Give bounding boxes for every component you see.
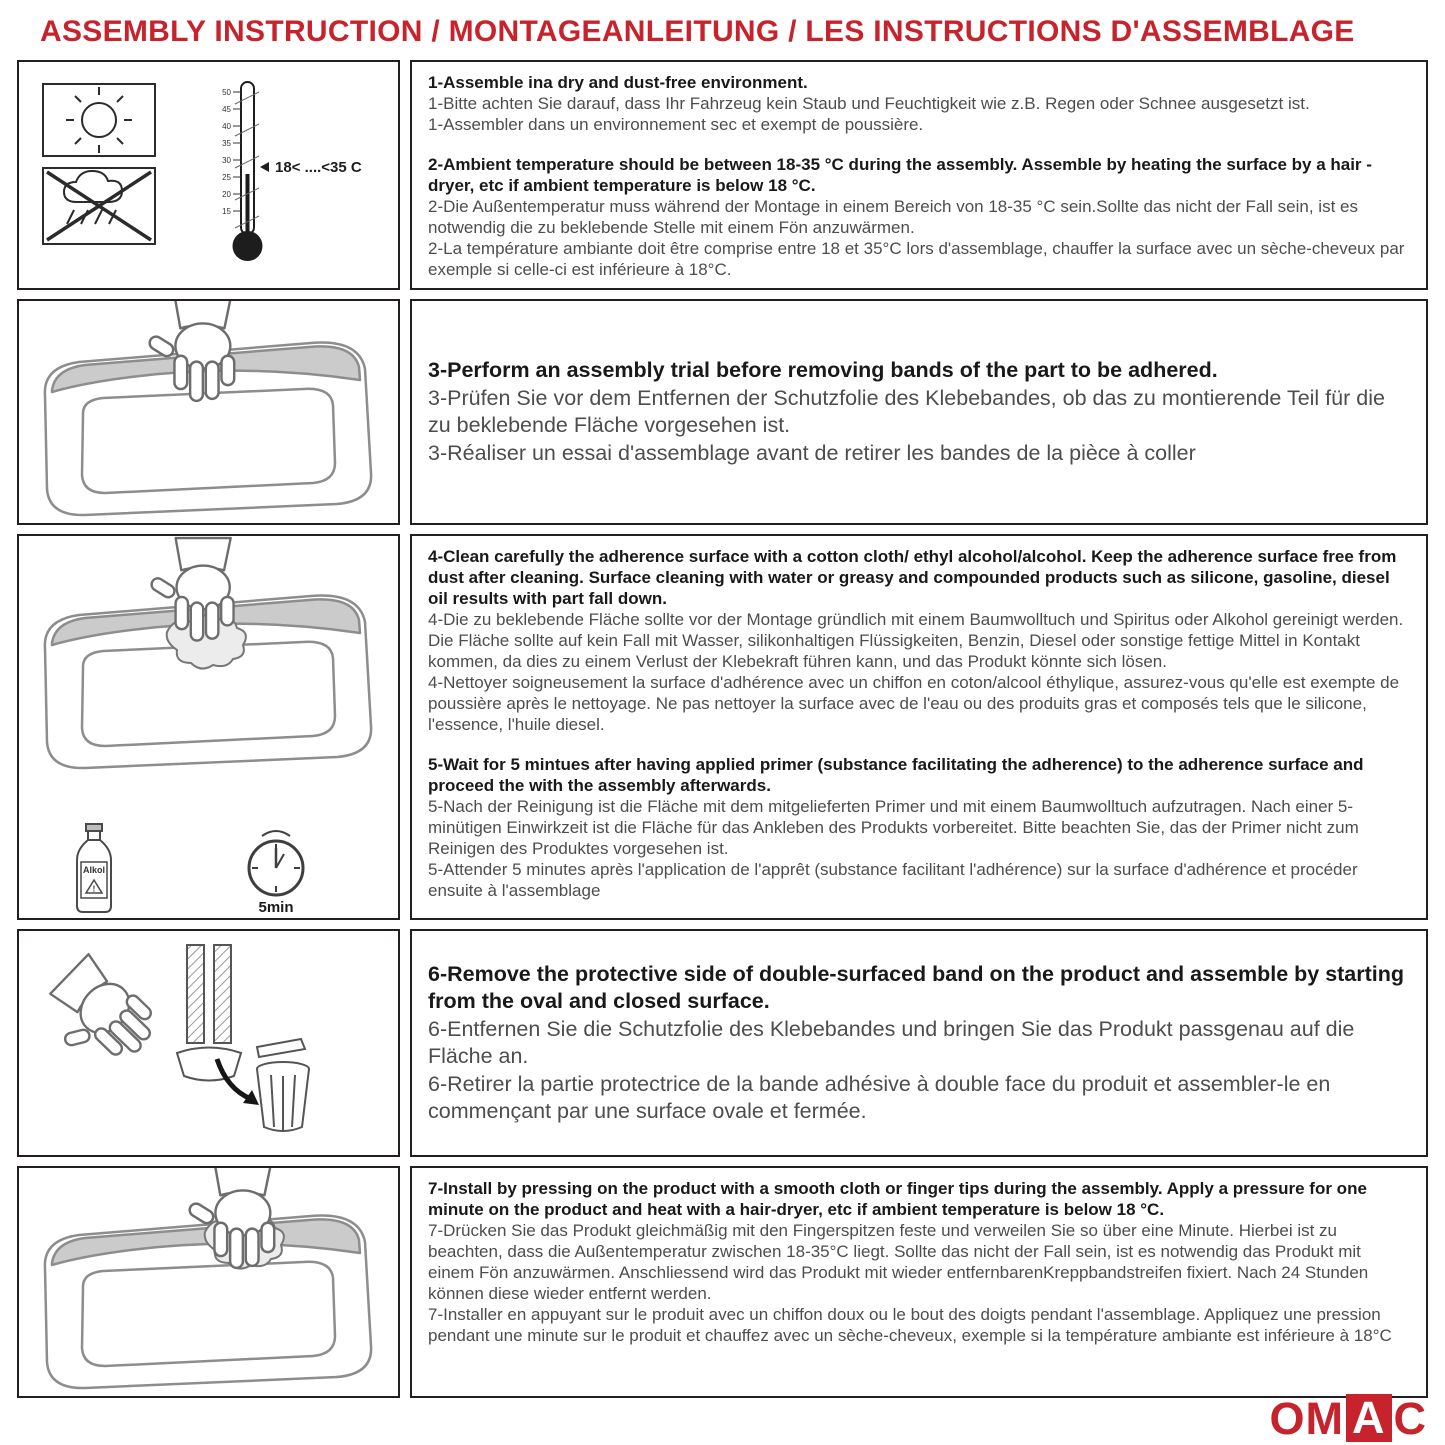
section-clean-primer [17,534,1428,920]
tick-label: 50 [222,88,231,97]
instruction-text-de: 3-Prüfen Sie vor dem Entfernen der Schutzfolie des Klebebandes, ob das zu montierende Teil für die zu beklebende Fläche vorgesehen ist. [428,385,1385,437]
section-assembly-trial [17,299,1428,525]
logo-letter: A [1346,1394,1392,1442]
instruction-text-de: 6-Entfernen Sie die Schutzfolie des Klebebandes und bringen Sie das Produkt passgenau auf die Fläche an. [428,1016,1355,1068]
adhesive-bands [187,945,231,1043]
clock-icon [249,831,303,916]
instruction-text-en: 2-Ambient temperature should be between 18-35 °C during the assembly. Assemble by heating the surface by a hair -dryer, etc if ambient temperature is below 18 °C. [428,155,1372,195]
logo-letter: O [1269,1392,1306,1444]
bottle-label: Alkol [82,865,106,875]
instruction-text-en: 7-Install by pressing on the product with a smooth cloth or finger tips during the assembly. Apply a pressure for one minute on the product and heat with a hair-dryer, etc if ambient temperature is below 18 °C. [428,1179,1367,1219]
logo-letter: M [1305,1392,1344,1444]
instruction-text-de: 2-Die Außentemperatur muss während der Montage in einem Bereich von 18-35 °C sein.Sollte das nicht der Fall sein, ist es notwendig die zu beklebende Stelle mit einem Fön anzuwärmen. [428,197,1358,237]
cleaning-illustration [19,536,398,918]
instruction-text-fr: 5-Attender 5 minutes après l'application de l'apprêt (substance facilitant l'adhérence) sur la surface d'adhérence et procéder ensuite à l'assemblage [428,860,1358,900]
section-press-install [17,1166,1428,1398]
environment-illustration [19,62,398,288]
instruction-text-de: 7-Drücken Sie das Produkt gleichmäßig mit den Fingerspitzen feste und verweilen Sie so über eine Minute. Hierbei ist zu beachten, dass die Außentemperatur zwischen 18-35°C liegt. Sollte das nicht der Fall sein, ist es notwendig das Produkt mit einem Fön anzuwärmen. Anschliessend wird das Produkt mit wieder entfernbarenKreppbandstreifen fixiert. Nach 24 Stunden können diese wieder entfernt werden. [428,1221,1369,1303]
section-1-illustration-box [17,60,400,290]
section-remove-band [17,929,1428,1157]
product-piece [177,1048,241,1081]
temperature-range-label: 18< ....<35 C [275,159,362,176]
instruction-text-de: 4-Die zu beklebende Fläche sollte vor der Montage gründlich mit einem Baumwolltuch und Spiritus oder Alkohol gereinigt werden. Die Fläche sollte auf kein Fall mit Wasser, silikonhaltigen Flüssigkeiten, Benzin, Diesel oder sonstige fettige Mittel in Kontakt kommen, da dies zu einem Verlust der Klebekraft führen kann, und das Produkt könnte sich lösen. [428,610,1404,671]
section-environment [17,60,1428,290]
range-arrow-icon [260,162,269,172]
clock-label: 5min [258,899,294,916]
instruction-rows [0,60,1445,1398]
logo-letter: C [1393,1392,1427,1444]
section-4-text-box [410,929,1428,1157]
instruction-text-fr: 7-Installer en appuyant sur le produit avec un chiffon doux ou le bout des doigts pendant l'assemblage. Appliquez une pression pendant une minute sur le produit et chauffez avec un sèche-cheveux, exemple si la température ambiante est inférieure à 18°C [428,1305,1392,1345]
svg-text:!: ! [92,884,96,894]
tick-label: 20 [222,190,231,199]
alcohol-bottle-icon [77,824,111,912]
instruction-text-fr: 3-Réaliser un essai d'assemblage avant de retirer les bandes de la pièce à coller [428,440,1196,465]
section-5-illustration-box [17,1166,400,1398]
trim-install-illustration [19,301,398,523]
no-rain-icon [43,168,155,244]
instruction-text-fr: 2-La température ambiante doit être comprise entre 18 et 35°C lors d'assemblage, chauffer la surface avec un sèche-cheveux par exemple si celle-ci est inférieure à 18°C. [428,239,1405,279]
band-removal-illustration [19,929,398,1157]
section-2-illustration-box [17,299,400,525]
tick-label: 35 [222,139,231,148]
instruction-text-en: 1-Assemble ina dry and dust-free environment. [428,73,808,92]
trash-can-icon [257,1039,309,1131]
instruction-text-en: 3-Perform an assembly trial before removing bands of the part to be adhered. [428,358,1218,382]
sun-icon [43,84,155,156]
instruction-text-fr: 1-Assembler dans un environnement sec et exempt de poussière. [428,115,924,134]
instruction-text-fr: 6-Retirer la partie protectrice de la bande adhésive à double face du produit et assembler-le en commençant par une surface ovale et fermée. [428,1071,1331,1123]
instruction-text-de: 5-Nach der Reinigung ist die Fläche mit dem mitgelieferten Primer und mit einem Baumwolltuch aufzutragen. Nach einer 5-minütigen Einwirkzeit ist die Fläche für das Ankleben des Produkts vorbereitet. Bitte beachten Sie, das der Primer nicht zum Reinigen des Produktes vorgesehen ist. [428,797,1359,858]
page-title: ASSEMBLY INSTRUCTION / MONTAGEANLEITUNG / LES INSTRUCTIONS D'ASSEMBLAGE [40,15,1355,48]
section-3-text-box [410,534,1428,920]
tick-label: 30 [222,156,231,165]
thermometer-icon [222,82,362,261]
omac-logo [1269,1394,1427,1442]
section-3-illustration-box [17,534,400,920]
instruction-text-en: 4-Clean carefully the adherence surface with a cotton cloth/ ethyl alcohol/alcohol. Keep the adherence surface free from dust after cleaning. Surface cleaning with water or greasy and compounded products such as silicone, gasoline, diesel oil results with part fall down. [428,547,1397,608]
tick-label: 25 [222,173,231,182]
instruction-text-en: 5-Wait for 5 mintues after having applied primer (substance facilitating the adherence) to the adherence surface and proceed the with the assembly afterwards. [428,755,1364,795]
tick-label: 15 [222,207,231,216]
instruction-text-fr: 4-Nettoyer soigneusement la surface d'adhérence avec un chiffon en coton/alcool éthylique, assurez-vous qu'elle est exempte de poussière après le nettoyage. Ne pas nettoyer la surface avec de l'eau ou des produits gras et composés tels que le silicone, l'essence, l'huile diesel. [428,673,1400,734]
section-5-text-box [410,1166,1428,1398]
tick-label: 40 [222,122,231,131]
instruction-text-en: 6-Remove the protective side of double-surfaced band on the product and assemble by starting from the oval and closed surface. [428,961,1405,1013]
pressing-illustration [19,1166,398,1398]
tick-label: 45 [222,105,231,114]
section-1-text-box [410,60,1428,290]
section-2-text-box [410,299,1428,525]
hand-icon [32,952,164,1084]
instruction-text-de: 1-Bitte achten Sie darauf, dass Ihr Fahrzeug kein Staub und Feuchtigkeit wie z.B. Regen oder Schnee ausgesetzt ist. [428,94,1310,113]
section-4-illustration-box [17,929,400,1157]
